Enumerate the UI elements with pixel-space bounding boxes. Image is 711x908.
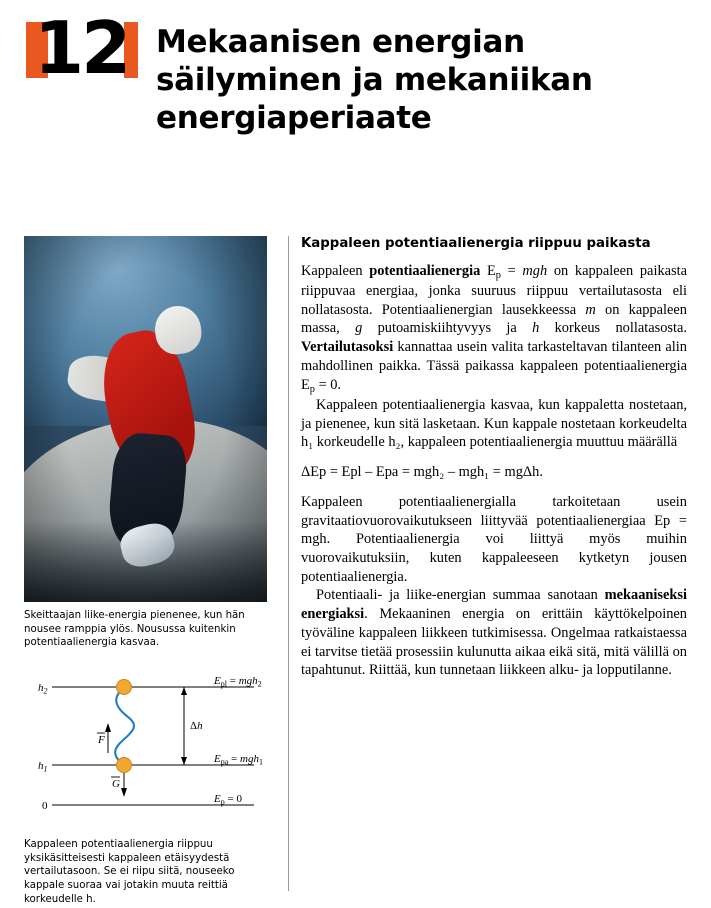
p1-run-g: on kappaleen paikasta riippuvaa energiaa, jonka suuruus riippuu vertailutasosta eli nollatasosta. Potentiaalienergian lausekkeessa xyxy=(301,262,688,318)
trajectory-path xyxy=(115,687,134,765)
label-h2: $h_2$ xyxy=(38,682,48,696)
p1-run-f: mgh xyxy=(522,262,548,279)
p1-run-h: m xyxy=(585,301,596,318)
paragraph-2: Kappaleen potentiaalienergia kasvaa, kun kappaletta nostetaan, ja pienenee, kun sitä lasketaan. Kun kappale nostetaan korkeudelta h₁ korkeudelle h₂, kappaleen potentiaalienergia muuttuu määrällä xyxy=(301,396,687,451)
p1-run-n: Vertailutasoksi xyxy=(301,339,394,356)
ball-top xyxy=(117,680,132,695)
p4-run-b: mekaaniseksi energiaksi xyxy=(301,587,687,623)
label-ep-top: $E_{pl} = mgh_2$ xyxy=(214,675,262,689)
p1-run-i: on kappaleen massa, xyxy=(301,301,687,337)
diagram-caption: Kappaleen potentiaalienergia riippuu yksikäsitteisesti kappaleen etäisyydestä vertailutasoon. Se ei riipu siitä, nouseeko kappale suoraa vai jotakin muuta reittiä korkeudelle h. xyxy=(24,839,235,905)
p1-run-q: = 0. xyxy=(314,376,342,393)
p4-run-c: . Mekaaninen energia on erittäin käyttökelpoinen työväline kappaleen liikkeen tutkimisessa. Ongelmaa ratkaistaessa ei tarvitse tietää prosessiin kulunutta aikaa eikä sitä, mitä välillä on tapahtunut. Riittää, kun tunnetaan liikkeen alku- ja lopputilanne. xyxy=(301,606,687,679)
p4-run-a: Potentiaali- ja liike-energian summaa sanotaan xyxy=(316,587,605,604)
p1-run-j: g xyxy=(355,320,363,337)
photo-caption: Skeittaajan liike-energia pienenee, kun hän nousee ramppia ylös. Nousussa kuitenkin potentiaalienergia kasvaa. xyxy=(24,610,245,649)
label-force-G: G xyxy=(112,778,120,790)
label-delta-h: Δh xyxy=(190,720,203,732)
formula-delta-ep: ΔEp = Epl – Epa = mgh₂ – mgh₁ = mgΔh. xyxy=(301,464,543,481)
p1-run-c: E xyxy=(480,262,496,279)
p1-run-m: korkeus nollatasosta. xyxy=(539,320,687,337)
chapter-number-block xyxy=(26,6,134,90)
p1-run-d: p xyxy=(495,269,501,281)
left-column xyxy=(24,236,267,650)
chapter-header xyxy=(26,6,686,158)
skateboarder-photo xyxy=(24,236,267,602)
label-ep-mid: $E_{pa} = mgh_1$ xyxy=(214,753,263,767)
label-ep-zero: $E_p = 0$ xyxy=(214,793,242,807)
photo-vignette xyxy=(24,236,267,602)
p1-run-a: Kappaleen xyxy=(301,262,370,279)
p1-run-e: = xyxy=(500,262,523,279)
p1-run-o: kannattaa usein valita tarkasteltavan tilanteen alin mahdollinen paikka. Tässä paikassa kappaleen potentiaalienergia E xyxy=(301,339,687,393)
p1-run-p: p xyxy=(309,383,315,395)
p1-run-l: h xyxy=(532,320,540,337)
right-column xyxy=(301,236,687,680)
paragraph-3: Kappaleen potentiaalienergialla tarkoitetaan usein gravitaatiovuorovaikutukseen liittyvää potentiaalienergiaa Ep = mgh. Potentiaalienergia voi liittyä myös muihin vuorovaikutuksiin, kuten kappaleeseen kytketyn jousen potentiaalienergia. xyxy=(301,493,687,585)
label-h1: $h_1$ xyxy=(38,760,48,774)
ball-bottom xyxy=(117,758,132,773)
p1-run-k: putoamiskiihtyvyys ja xyxy=(362,320,533,337)
label-force-F: F xyxy=(98,734,105,746)
label-zero: 0 xyxy=(42,800,48,812)
column-divider xyxy=(288,236,289,891)
section-heading: Kappaleen potentiaalienergia riippuu paikasta xyxy=(301,236,651,251)
paragraph-1 xyxy=(301,262,687,396)
page-title: Mekaanisen energian säilyminen ja mekaniikan energiaperiaate xyxy=(156,24,593,136)
potential-energy-diagram xyxy=(24,665,282,830)
chapter-number: 12 xyxy=(34,6,129,90)
paragraph-4 xyxy=(301,586,687,680)
p1-run-b: potentiaalienergia xyxy=(369,262,481,279)
